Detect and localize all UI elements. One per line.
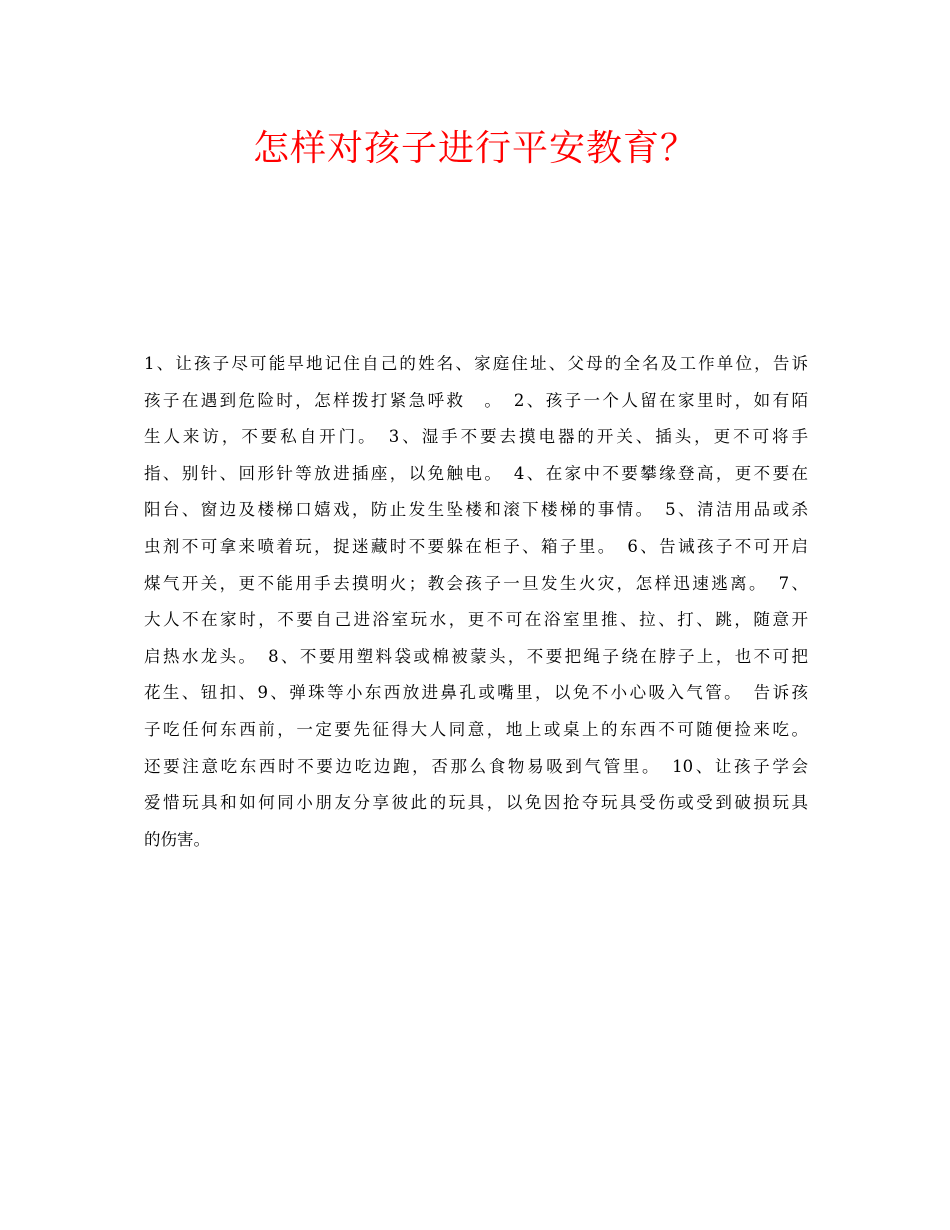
body-line: 指、别针、回形针等放进插座，以免触电。 4、在家中不要攀缘登高，更不要在 — [144, 463, 808, 483]
body-line: 还要注意吃东西时不要边吃边跑，否那么食物易吸到气管里。 10、让孩子学会 — [144, 756, 808, 776]
document-title: 怎样对孩子进行平安教育？ — [252, 128, 697, 169]
body-line: 孩子在遇到危险时，怎样拨打紧急呼救 。 2、孩子一个人留在家里时，如有陌 — [144, 390, 808, 410]
document-body — [144, 346, 808, 858]
body-line: 花生、钮扣、9、弹珠等小东西放进鼻孔或嘴里，以免不小心吸入气管。 告诉孩 — [144, 683, 808, 703]
body-line: 生人来访，不要私自开门。 3、湿手不要去摸电器的开关、插头，更不可将手 — [144, 427, 808, 447]
body-line: 的伤害。 — [144, 829, 210, 849]
body-line: 启热水龙头。 8、不要用塑料袋或棉被蒙头，不要把绳子绕在脖子上，也不可把 — [144, 646, 808, 666]
body-line: 阳台、窗边及楼梯口嬉戏，防止发生坠楼和滚下楼梯的事情。 5、清洁用品或杀 — [144, 500, 808, 520]
body-line: 煤气开关，更不能用手去摸明火；教会孩子一旦发生火灾，怎样迅速逃离。 7、 — [144, 573, 808, 593]
body-line: 虫剂不可拿来喷着玩，捉迷藏时不要躲在柜子、箱子里。 6、告诫孩子不可开启 — [144, 536, 808, 556]
body-line: 爱惜玩具和如何同小朋友分享彼此的玩具，以免因抢夺玩具受伤或受到破损玩具 — [144, 793, 808, 813]
body-line: 大人不在家时，不要自己进浴室玩水，更不可在浴室里推、拉、打、跳，随意开 — [144, 610, 808, 630]
body-line: 子吃任何东西前，一定要先征得大人同意，地上或桌上的东西不可随便捡来吃。 — [144, 719, 808, 739]
body-line: 1、让孩子尽可能早地记住自己的姓名、家庭住址、父母的全名及工作单位，告诉 — [144, 354, 808, 373]
